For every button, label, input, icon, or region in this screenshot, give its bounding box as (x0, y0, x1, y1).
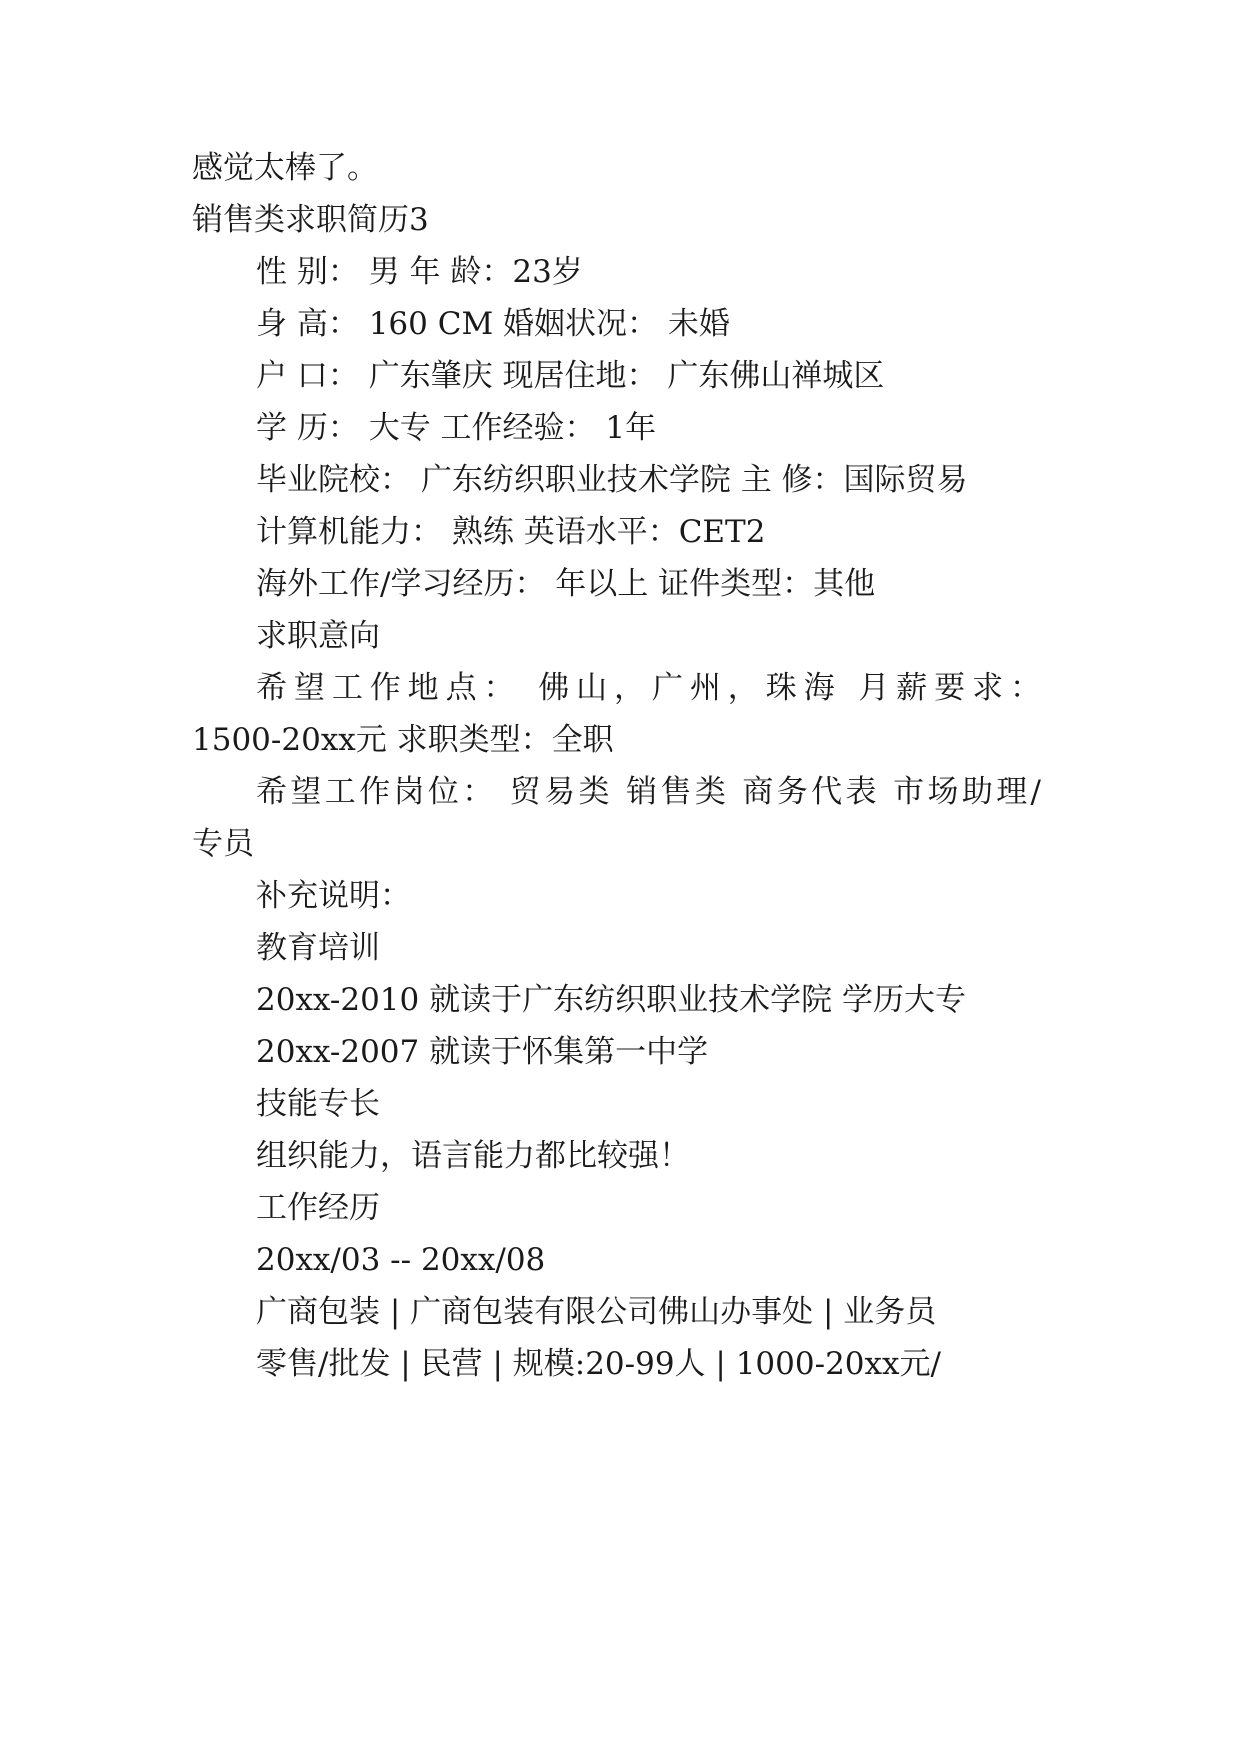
text-line: 计算机能力： 熟练 英语水平：CET2 (256, 514, 766, 550)
section-heading: 工作经历 (256, 1190, 380, 1226)
text-line: 户 口： 广东肇庆 现居住地： 广东佛山禅城区 (256, 358, 885, 394)
section-heading: 求职意向 (256, 618, 380, 654)
text-line: 组织能力，语言能力都比较强！ (256, 1138, 690, 1174)
section-heading: 教育培训 (256, 930, 380, 966)
resume-title: 销售类求职简历3 (192, 202, 429, 238)
text-line: 希望工作地点： 佛山，广州，珠海 月薪要求： (256, 670, 1041, 706)
text-line: 身 高： 160 CM 婚姻状况： 未婚 (256, 306, 730, 342)
text-line: 性 别： 男 年 龄：23岁 (256, 254, 583, 290)
text-line: 20xx-2007 就读于怀集第一中学 (256, 1034, 709, 1070)
text-line: 零售/批发 | 民营 | 规模:20-99人 | 1000-20xx元/ (256, 1346, 941, 1382)
text-line: 20xx-2010 就读于广东纺织职业技术学院 学历大专 (256, 982, 966, 1018)
text-line: 学 历： 大专 工作经验： 1年 (256, 410, 657, 446)
text-line: 海外工作/学习经历： 年以上 证件类型：其他 (256, 566, 876, 602)
text-line: 希望工作岗位： 贸易类 销售类 商务代表 市场助理/ (256, 774, 1041, 810)
text-line: 1500-20xx元 求职类型：全职 (192, 722, 614, 758)
text-line: 补充说明： (256, 878, 411, 914)
text-line: 广商包装 | 广商包装有限公司佛山办事处 | 业务员 (256, 1294, 937, 1330)
text-line: 20xx/03 -- 20xx/08 (256, 1242, 546, 1278)
text-line: 毕业院校： 广东纺织职业技术学院 主 修：国际贸易 (256, 462, 968, 498)
text-line: 感觉太棒了。 (192, 150, 378, 186)
text-line: 专员 (192, 826, 254, 862)
section-heading: 技能专长 (256, 1086, 380, 1122)
